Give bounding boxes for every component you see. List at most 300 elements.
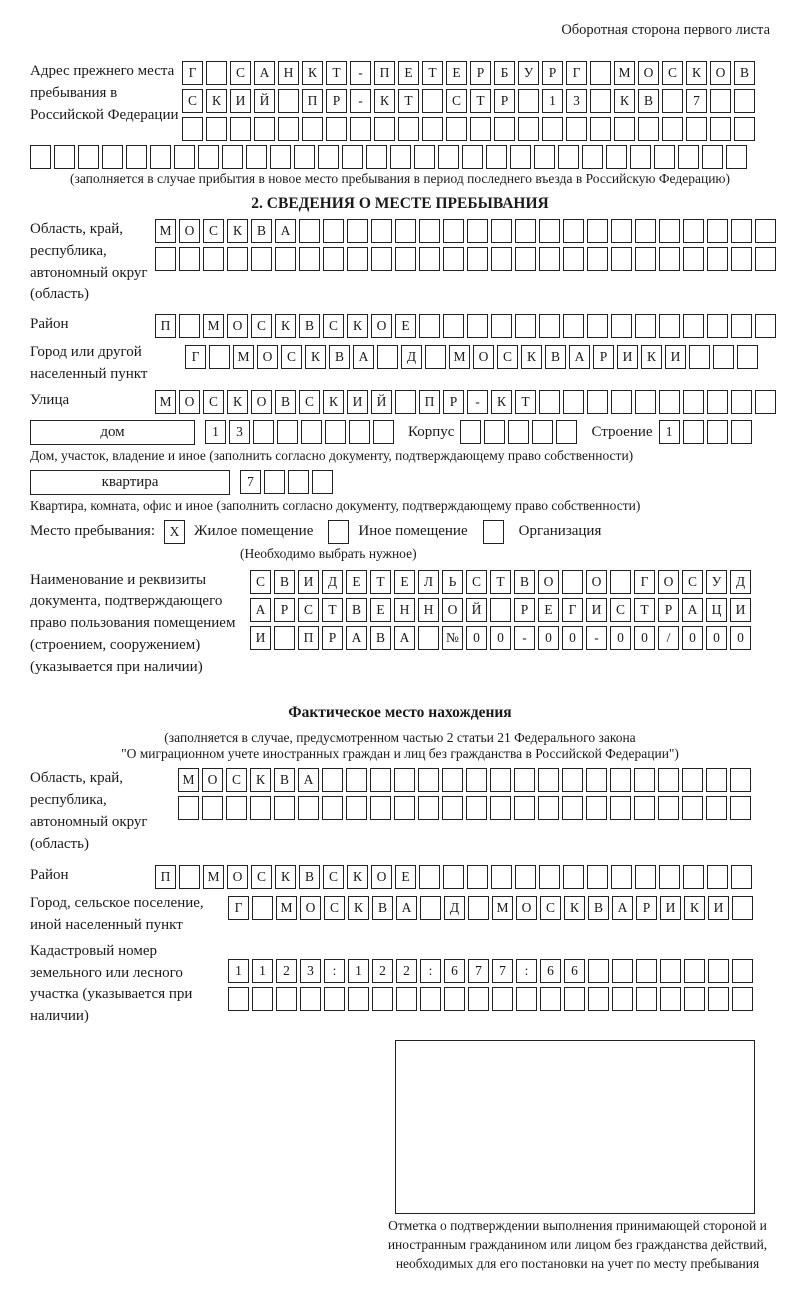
- char-box[interactable]: Г: [566, 61, 587, 85]
- checkbox-organizaciya[interactable]: [483, 520, 504, 544]
- char-box[interactable]: [300, 987, 321, 1011]
- char-box[interactable]: А: [275, 219, 296, 243]
- char-box[interactable]: [444, 987, 465, 1011]
- char-box[interactable]: Н: [418, 598, 439, 622]
- char-box[interactable]: [660, 959, 681, 983]
- char-box[interactable]: [508, 420, 529, 444]
- char-box[interactable]: [366, 145, 387, 169]
- char-box[interactable]: [278, 117, 299, 141]
- char-box[interactable]: [684, 959, 705, 983]
- char-box[interactable]: [326, 117, 347, 141]
- char-box[interactable]: [443, 219, 464, 243]
- char-box[interactable]: 1: [228, 959, 249, 983]
- char-box[interactable]: [371, 219, 392, 243]
- char-box[interactable]: [468, 896, 489, 920]
- char-box[interactable]: В: [588, 896, 609, 920]
- char-box[interactable]: [394, 796, 415, 820]
- char-box[interactable]: М: [233, 345, 254, 369]
- char-box[interactable]: [422, 117, 443, 141]
- char-box[interactable]: [590, 89, 611, 113]
- char-box[interactable]: Т: [398, 89, 419, 113]
- char-box[interactable]: Т: [370, 570, 391, 594]
- char-box[interactable]: К: [521, 345, 542, 369]
- char-box[interactable]: -: [586, 626, 607, 650]
- char-box[interactable]: К: [684, 896, 705, 920]
- char-box[interactable]: [288, 470, 309, 494]
- char-box[interactable]: [590, 61, 611, 85]
- char-box[interactable]: [635, 314, 656, 338]
- char-box[interactable]: С: [323, 314, 344, 338]
- char-box[interactable]: [731, 219, 752, 243]
- char-box[interactable]: [347, 219, 368, 243]
- char-box[interactable]: [492, 987, 513, 1011]
- char-box[interactable]: [347, 247, 368, 271]
- char-box[interactable]: 7: [492, 959, 513, 983]
- char-box[interactable]: Е: [538, 598, 559, 622]
- char-box[interactable]: Р: [443, 390, 464, 414]
- char-box[interactable]: [227, 247, 248, 271]
- char-box[interactable]: :: [420, 959, 441, 983]
- char-box[interactable]: О: [179, 390, 200, 414]
- char-box[interactable]: Е: [395, 314, 416, 338]
- char-box[interactable]: [710, 89, 731, 113]
- char-box[interactable]: [726, 145, 747, 169]
- char-box[interactable]: [611, 247, 632, 271]
- char-box[interactable]: И: [250, 626, 271, 650]
- char-box[interactable]: К: [491, 390, 512, 414]
- char-box[interactable]: [425, 345, 446, 369]
- char-box[interactable]: А: [682, 598, 703, 622]
- char-box[interactable]: [226, 796, 247, 820]
- char-box[interactable]: В: [734, 61, 755, 85]
- char-box[interactable]: О: [638, 61, 659, 85]
- char-box[interactable]: М: [492, 896, 513, 920]
- char-box[interactable]: В: [372, 896, 393, 920]
- char-box[interactable]: [466, 796, 487, 820]
- char-box[interactable]: [634, 768, 655, 792]
- char-box[interactable]: [182, 117, 203, 141]
- char-box[interactable]: [610, 768, 631, 792]
- char-box[interactable]: [610, 796, 631, 820]
- char-box[interactable]: Д: [322, 570, 343, 594]
- char-box[interactable]: [689, 345, 710, 369]
- char-box[interactable]: [398, 117, 419, 141]
- char-box[interactable]: [730, 768, 751, 792]
- char-box[interactable]: 0: [610, 626, 631, 650]
- char-box[interactable]: [638, 117, 659, 141]
- char-box[interactable]: 1: [205, 420, 226, 444]
- char-box[interactable]: [683, 420, 704, 444]
- char-box[interactable]: [706, 796, 727, 820]
- char-box[interactable]: Т: [515, 390, 536, 414]
- char-box[interactable]: [322, 796, 343, 820]
- char-box[interactable]: [659, 390, 680, 414]
- char-box[interactable]: [707, 314, 728, 338]
- char-box[interactable]: [252, 896, 273, 920]
- char-box[interactable]: :: [324, 959, 345, 983]
- char-box[interactable]: [662, 89, 683, 113]
- char-box[interactable]: [395, 219, 416, 243]
- char-box[interactable]: Н: [278, 61, 299, 85]
- char-box[interactable]: [30, 145, 51, 169]
- char-box[interactable]: [514, 796, 535, 820]
- char-box[interactable]: С: [682, 570, 703, 594]
- char-box[interactable]: И: [730, 598, 751, 622]
- char-box[interactable]: [418, 796, 439, 820]
- char-box[interactable]: 1: [252, 959, 273, 983]
- char-box[interactable]: №: [442, 626, 463, 650]
- char-box[interactable]: [467, 247, 488, 271]
- char-box[interactable]: [302, 117, 323, 141]
- char-box[interactable]: [102, 145, 123, 169]
- char-box[interactable]: [755, 219, 776, 243]
- char-box[interactable]: [494, 117, 515, 141]
- char-box[interactable]: С: [610, 598, 631, 622]
- char-box[interactable]: К: [564, 896, 585, 920]
- char-box[interactable]: [299, 247, 320, 271]
- char-box[interactable]: А: [569, 345, 590, 369]
- char-box[interactable]: [562, 796, 583, 820]
- char-box[interactable]: И: [708, 896, 729, 920]
- char-box[interactable]: [274, 626, 295, 650]
- char-box[interactable]: [707, 219, 728, 243]
- char-box[interactable]: [467, 865, 488, 889]
- char-box[interactable]: К: [641, 345, 662, 369]
- char-box[interactable]: [230, 117, 251, 141]
- char-box[interactable]: К: [227, 390, 248, 414]
- char-box[interactable]: [374, 117, 395, 141]
- char-box[interactable]: [179, 314, 200, 338]
- char-box[interactable]: [78, 145, 99, 169]
- char-box[interactable]: [277, 420, 298, 444]
- char-box[interactable]: [587, 865, 608, 889]
- char-box[interactable]: 0: [730, 626, 751, 650]
- char-box[interactable]: [390, 145, 411, 169]
- char-box[interactable]: О: [538, 570, 559, 594]
- char-box[interactable]: [563, 219, 584, 243]
- char-box[interactable]: [563, 314, 584, 338]
- char-box[interactable]: [755, 390, 776, 414]
- char-box[interactable]: В: [638, 89, 659, 113]
- char-box[interactable]: [540, 987, 561, 1011]
- char-box[interactable]: [349, 420, 370, 444]
- char-box[interactable]: [683, 219, 704, 243]
- char-box[interactable]: А: [394, 626, 415, 650]
- char-box[interactable]: [515, 865, 536, 889]
- char-box[interactable]: [150, 145, 171, 169]
- char-box[interactable]: [532, 420, 553, 444]
- char-box[interactable]: Т: [422, 61, 443, 85]
- char-box[interactable]: [420, 987, 441, 1011]
- char-box[interactable]: [342, 145, 363, 169]
- char-box[interactable]: [370, 796, 391, 820]
- char-box[interactable]: О: [227, 314, 248, 338]
- char-box[interactable]: С: [324, 896, 345, 920]
- char-box[interactable]: О: [179, 219, 200, 243]
- char-box[interactable]: [490, 768, 511, 792]
- char-box[interactable]: В: [370, 626, 391, 650]
- char-box[interactable]: [634, 796, 655, 820]
- char-box[interactable]: [539, 314, 560, 338]
- char-box[interactable]: [636, 987, 657, 1011]
- char-box[interactable]: [395, 390, 416, 414]
- char-box[interactable]: -: [350, 89, 371, 113]
- char-box[interactable]: К: [347, 865, 368, 889]
- char-box[interactable]: [491, 219, 512, 243]
- char-box[interactable]: [325, 420, 346, 444]
- char-box[interactable]: [564, 987, 585, 1011]
- char-box[interactable]: [442, 796, 463, 820]
- char-box[interactable]: [710, 117, 731, 141]
- char-box[interactable]: Т: [326, 61, 347, 85]
- char-box[interactable]: [611, 219, 632, 243]
- char-box[interactable]: С: [446, 89, 467, 113]
- char-box[interactable]: 0: [490, 626, 511, 650]
- char-box[interactable]: И: [586, 598, 607, 622]
- char-box[interactable]: [298, 796, 319, 820]
- char-box[interactable]: [346, 796, 367, 820]
- char-box[interactable]: С: [298, 598, 319, 622]
- char-box[interactable]: [443, 314, 464, 338]
- char-box[interactable]: О: [251, 390, 272, 414]
- char-box[interactable]: К: [227, 219, 248, 243]
- char-box[interactable]: Р: [322, 626, 343, 650]
- char-box[interactable]: А: [353, 345, 374, 369]
- char-box[interactable]: [54, 145, 75, 169]
- char-box[interactable]: [419, 219, 440, 243]
- char-box[interactable]: [491, 865, 512, 889]
- char-box[interactable]: О: [442, 598, 463, 622]
- char-box[interactable]: Г: [634, 570, 655, 594]
- char-box[interactable]: [611, 390, 632, 414]
- char-box[interactable]: О: [710, 61, 731, 85]
- char-box[interactable]: [420, 896, 441, 920]
- char-box[interactable]: [155, 247, 176, 271]
- char-box[interactable]: [562, 768, 583, 792]
- char-box[interactable]: А: [612, 896, 633, 920]
- char-box[interactable]: [737, 345, 758, 369]
- char-box[interactable]: [658, 768, 679, 792]
- char-box[interactable]: 0: [706, 626, 727, 650]
- char-box[interactable]: П: [374, 61, 395, 85]
- char-box[interactable]: [734, 89, 755, 113]
- char-box[interactable]: Е: [346, 570, 367, 594]
- char-box[interactable]: А: [346, 626, 367, 650]
- char-box[interactable]: [422, 89, 443, 113]
- char-box[interactable]: К: [275, 314, 296, 338]
- char-box[interactable]: С: [323, 865, 344, 889]
- char-box[interactable]: 0: [466, 626, 487, 650]
- char-box[interactable]: [312, 470, 333, 494]
- char-box[interactable]: :: [516, 959, 537, 983]
- char-box[interactable]: [370, 768, 391, 792]
- char-box[interactable]: /: [658, 626, 679, 650]
- char-box[interactable]: 2: [372, 959, 393, 983]
- char-box[interactable]: [174, 145, 195, 169]
- char-box[interactable]: К: [206, 89, 227, 113]
- char-box[interactable]: 1: [348, 959, 369, 983]
- char-box[interactable]: [658, 796, 679, 820]
- char-box[interactable]: [659, 219, 680, 243]
- char-box[interactable]: О: [516, 896, 537, 920]
- char-box[interactable]: [707, 865, 728, 889]
- char-box[interactable]: О: [586, 570, 607, 594]
- char-box[interactable]: [635, 865, 656, 889]
- char-box[interactable]: [202, 796, 223, 820]
- char-box[interactable]: [563, 390, 584, 414]
- char-box[interactable]: И: [347, 390, 368, 414]
- char-box[interactable]: [682, 796, 703, 820]
- char-box[interactable]: В: [274, 570, 295, 594]
- char-box[interactable]: [323, 247, 344, 271]
- char-box[interactable]: О: [300, 896, 321, 920]
- char-box[interactable]: [563, 247, 584, 271]
- char-box[interactable]: В: [545, 345, 566, 369]
- char-box[interactable]: О: [473, 345, 494, 369]
- char-box[interactable]: [462, 145, 483, 169]
- char-box[interactable]: [630, 145, 651, 169]
- char-box[interactable]: [467, 219, 488, 243]
- char-box[interactable]: С: [230, 61, 251, 85]
- char-box[interactable]: П: [298, 626, 319, 650]
- char-box[interactable]: И: [298, 570, 319, 594]
- char-box[interactable]: Ь: [442, 570, 463, 594]
- char-box[interactable]: К: [305, 345, 326, 369]
- char-box[interactable]: С: [662, 61, 683, 85]
- char-box[interactable]: [246, 145, 267, 169]
- char-box[interactable]: [490, 796, 511, 820]
- char-box[interactable]: [684, 987, 705, 1011]
- char-box[interactable]: Й: [466, 598, 487, 622]
- char-box[interactable]: [654, 145, 675, 169]
- char-box[interactable]: [323, 219, 344, 243]
- char-box[interactable]: [414, 145, 435, 169]
- char-box[interactable]: Н: [394, 598, 415, 622]
- char-box[interactable]: И: [617, 345, 638, 369]
- char-box[interactable]: В: [274, 768, 295, 792]
- char-box[interactable]: [683, 314, 704, 338]
- char-box[interactable]: [732, 896, 753, 920]
- char-box[interactable]: [708, 987, 729, 1011]
- char-box[interactable]: [126, 145, 147, 169]
- char-box[interactable]: 0: [538, 626, 559, 650]
- char-box[interactable]: К: [275, 865, 296, 889]
- char-box[interactable]: [253, 420, 274, 444]
- char-box[interactable]: Д: [444, 896, 465, 920]
- char-box[interactable]: [659, 314, 680, 338]
- char-box[interactable]: Г: [185, 345, 206, 369]
- char-box[interactable]: Е: [395, 865, 416, 889]
- char-box[interactable]: [443, 865, 464, 889]
- char-box[interactable]: Л: [418, 570, 439, 594]
- char-box[interactable]: 7: [468, 959, 489, 983]
- char-box[interactable]: [301, 420, 322, 444]
- char-box[interactable]: Т: [470, 89, 491, 113]
- char-box[interactable]: [484, 420, 505, 444]
- kvartira-field[interactable]: квартира: [30, 470, 230, 495]
- char-box[interactable]: Г: [182, 61, 203, 85]
- char-box[interactable]: А: [250, 598, 271, 622]
- char-box[interactable]: Р: [593, 345, 614, 369]
- char-box[interactable]: [270, 145, 291, 169]
- char-box[interactable]: [539, 219, 560, 243]
- char-box[interactable]: -: [350, 61, 371, 85]
- char-box[interactable]: [514, 768, 535, 792]
- char-box[interactable]: [556, 420, 577, 444]
- char-box[interactable]: К: [302, 61, 323, 85]
- char-box[interactable]: [515, 247, 536, 271]
- char-box[interactable]: Р: [274, 598, 295, 622]
- checkbox-zhiloe[interactable]: X: [164, 520, 185, 544]
- char-box[interactable]: [209, 345, 230, 369]
- char-box[interactable]: Р: [636, 896, 657, 920]
- char-box[interactable]: 2: [276, 959, 297, 983]
- char-box[interactable]: В: [514, 570, 535, 594]
- char-box[interactable]: [660, 987, 681, 1011]
- char-box[interactable]: К: [348, 896, 369, 920]
- char-box[interactable]: -: [514, 626, 535, 650]
- char-box[interactable]: 6: [444, 959, 465, 983]
- char-box[interactable]: 3: [566, 89, 587, 113]
- char-box[interactable]: [491, 247, 512, 271]
- char-box[interactable]: [683, 390, 704, 414]
- char-box[interactable]: [538, 796, 559, 820]
- char-box[interactable]: О: [227, 865, 248, 889]
- char-box[interactable]: [587, 390, 608, 414]
- char-box[interactable]: [683, 247, 704, 271]
- char-box[interactable]: В: [346, 598, 367, 622]
- char-box[interactable]: 2: [396, 959, 417, 983]
- char-box[interactable]: [203, 247, 224, 271]
- char-box[interactable]: [468, 987, 489, 1011]
- char-box[interactable]: [466, 768, 487, 792]
- char-box[interactable]: [373, 420, 394, 444]
- char-box[interactable]: [179, 865, 200, 889]
- char-box[interactable]: И: [665, 345, 686, 369]
- char-box[interactable]: [299, 219, 320, 243]
- char-box[interactable]: [731, 247, 752, 271]
- char-box[interactable]: [678, 145, 699, 169]
- char-box[interactable]: И: [230, 89, 251, 113]
- char-box[interactable]: В: [299, 314, 320, 338]
- char-box[interactable]: [274, 796, 295, 820]
- char-box[interactable]: Р: [542, 61, 563, 85]
- char-box[interactable]: [538, 768, 559, 792]
- char-box[interactable]: С: [251, 865, 272, 889]
- char-box[interactable]: Д: [401, 345, 422, 369]
- char-box[interactable]: С: [299, 390, 320, 414]
- char-box[interactable]: [612, 959, 633, 983]
- char-box[interactable]: [731, 390, 752, 414]
- char-box[interactable]: [418, 626, 439, 650]
- char-box[interactable]: [730, 796, 751, 820]
- char-box[interactable]: [276, 987, 297, 1011]
- char-box[interactable]: [587, 219, 608, 243]
- char-box[interactable]: [686, 117, 707, 141]
- char-box[interactable]: [732, 987, 753, 1011]
- checkbox-inoe[interactable]: [328, 520, 349, 544]
- char-box[interactable]: [510, 145, 531, 169]
- char-box[interactable]: [755, 314, 776, 338]
- char-box[interactable]: [206, 61, 227, 85]
- char-box[interactable]: [294, 145, 315, 169]
- char-box[interactable]: П: [155, 314, 176, 338]
- char-box[interactable]: [708, 959, 729, 983]
- char-box[interactable]: Р: [514, 598, 535, 622]
- char-box[interactable]: О: [658, 570, 679, 594]
- char-box[interactable]: [198, 145, 219, 169]
- char-box[interactable]: [558, 145, 579, 169]
